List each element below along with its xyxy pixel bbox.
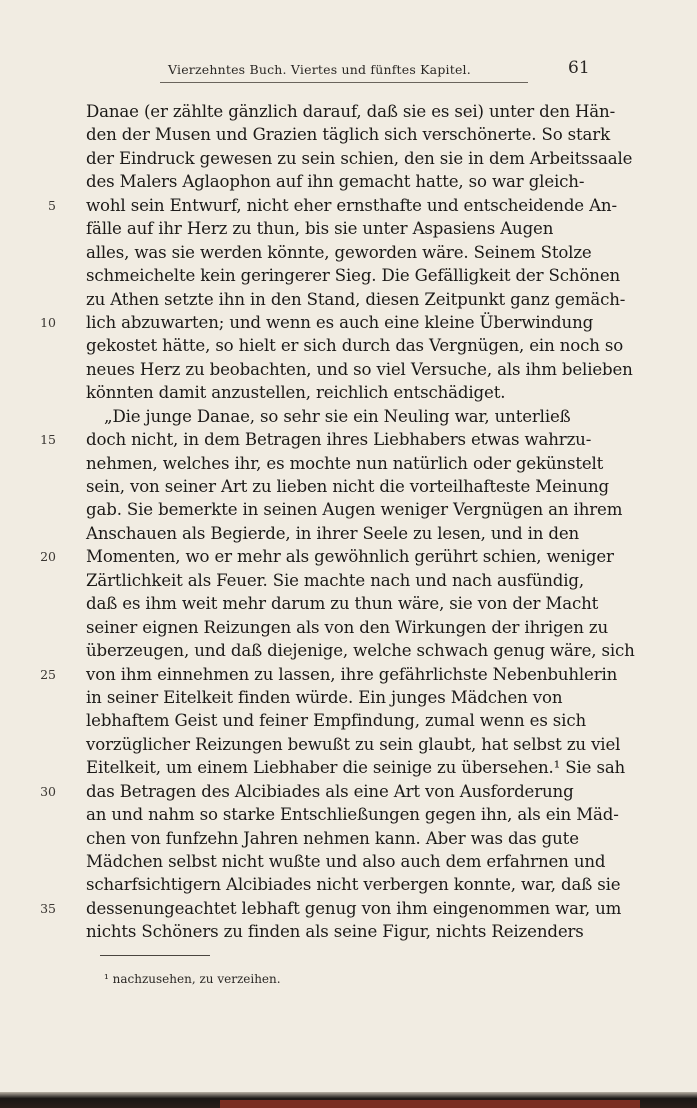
footnote-rule [100, 955, 210, 956]
line-text: „Die junge Danae, so sehr sie ein Neuling war, unterließ [104, 406, 571, 426]
text-line [62, 522, 622, 545]
line-text: der Eindruck gewesen zu sein schien, den sie in dem Arbeitssaale [86, 148, 633, 168]
text-line [40, 311, 622, 334]
text-line [62, 288, 626, 311]
line-number: 20 [40, 549, 56, 565]
text-line [62, 241, 622, 264]
line-text: den der Musen und Grazien täglich sich verschönerte. So stark [86, 125, 610, 145]
text-line [62, 616, 622, 639]
line-text: alles, was sie werden könnte, geworden wäre. Seinem Stolze [86, 242, 592, 262]
line-text: gab. Sie bemerkte in seinen Augen weniger Vergnügen an ihrem [86, 500, 623, 520]
line-text: nehmen, welches ihr, es mochte nun natürlich oder gekünstelt [86, 453, 604, 473]
text-line [62, 405, 622, 428]
text-line [62, 264, 622, 287]
text-line [40, 663, 622, 686]
line-number: 30 [40, 783, 56, 799]
text-line [62, 498, 622, 521]
page-header [0, 58, 697, 84]
line-text: Danae (er zählte gänzlich darauf, daß sie es sei) unter den Hän- [86, 102, 616, 121]
text-line [40, 780, 622, 803]
line-text: Anschauen als Begierde, in ihrer Seele zu lesen, und in den [86, 523, 580, 543]
text-line [62, 475, 622, 498]
text-line [40, 428, 622, 451]
text-line [62, 381, 622, 404]
book-cover-edge [220, 1100, 640, 1108]
line-text: vorzüglicher Reizungen bewußt zu sein glaubt, hat selbst zu viel [86, 734, 621, 754]
line-text: an und nahm so starke Entschließungen gegen ihn, als ein Mäd- [86, 805, 619, 825]
text-line [62, 639, 635, 662]
line-text: Zärtlichkeit als Feuer. Sie machte nach und nach ausfündig, [86, 570, 584, 590]
line-number: 35 [40, 900, 56, 916]
text-line [62, 170, 622, 193]
text-line [62, 686, 622, 709]
line-text: Eitelkeit, um einem Liebhaber die seinige zu übersehen.¹ Sie sah [86, 758, 626, 778]
line-number: 10 [40, 314, 56, 330]
line-text: doch nicht, in dem Betragen ihres Liebhabers etwas wahrzu- [86, 430, 592, 450]
line-text: daß es ihm weit mehr darum zu thun wäre, sie von der Macht [86, 594, 599, 614]
text-line [62, 217, 622, 240]
text-line [40, 897, 622, 920]
line-text: dessenungeachtet lebhaft genug von ihm eingenommen war, um [86, 898, 622, 918]
line-text: lich abzuwarten; und wenn es auch eine kleine Überwindung [86, 312, 594, 332]
line-text: von ihm einnehmen zu lassen, ihre gefährlichste Nebenbuhlerin [86, 664, 618, 684]
line-number: 5 [48, 197, 56, 213]
footnote: ¹ nachzusehen, zu verzeihen. [104, 972, 281, 986]
text-line [62, 100, 622, 123]
line-text: zu Athen setzte ihn in den Stand, diesen Zeitpunkt ganz gemäch- [86, 289, 626, 309]
text-line [62, 358, 633, 381]
line-number: 25 [40, 666, 56, 682]
text-line [48, 194, 622, 217]
line-number: 15 [40, 432, 56, 448]
text-line [62, 334, 622, 357]
text-line [62, 873, 622, 896]
line-text: sein, von seiner Art zu lieben nicht die vorteilhafteste Meinung [86, 477, 609, 496]
text-line [62, 452, 622, 475]
line-text: lebhaftem Geist und feiner Empfindung, zumal wenn es sich [86, 711, 587, 731]
page-number: 61 [568, 58, 590, 78]
line-text: könnten damit anzustellen, reichlich entschädiget. [86, 383, 506, 403]
line-text: scharfsichtigern Alcibiades nicht verbergen konnte, war, daß sie [86, 875, 621, 895]
line-text: überzeugen, und daß diejenige, welche schwach genug wäre, sich [86, 641, 635, 661]
line-text: chen von funfzehn Jahren nehmen kann. Aber was das gute [86, 828, 579, 848]
text-line [62, 756, 626, 779]
line-text: nichts Schöners zu finden als seine Figur, nichts Reizenders [86, 922, 584, 942]
line-text: Momenten, wo er mehr als gewöhnlich gerührt schien, weniger [86, 547, 614, 567]
text-line [62, 123, 622, 146]
text-line [62, 827, 622, 850]
line-text: seiner eignen Reizungen als von den Wirkungen der ihrigen zu [86, 617, 608, 637]
line-text: Mädchen selbst nicht wußte und also auch dem erfahrnen und [86, 852, 606, 871]
text-line [62, 569, 622, 592]
text-line [62, 803, 622, 826]
header-rule [160, 82, 528, 83]
line-text: schmeichelte kein geringerer Sieg. Die Gefälligkeit der Schönen [86, 266, 621, 286]
running-head: Vierzehntes Buch. Viertes und fünftes Kapitel. [168, 62, 471, 77]
line-text: in seiner Eitelkeit finden würde. Ein junges Mädchen von [86, 687, 563, 707]
line-text: fälle auf ihr Herz zu thun, bis sie unter Aspasiens Augen [86, 219, 554, 239]
text-line [62, 920, 622, 943]
text-line [62, 592, 622, 615]
body-text [40, 100, 635, 944]
text-line [62, 709, 622, 732]
text-line [62, 147, 633, 170]
text-line [62, 733, 622, 756]
text-line [62, 850, 622, 873]
text-line [40, 545, 622, 568]
line-text: wohl sein Entwurf, nicht eher ernsthafte und entscheidende An- [86, 195, 617, 215]
line-text: des Malers Aglaophon auf ihn gemacht hatte, so war gleich- [86, 172, 585, 192]
line-text: das Betragen des Alcibiades als eine Art von Ausforderung [86, 781, 574, 801]
line-text: neues Herz zu beobachten, und so viel Versuche, als ihm belieben [86, 359, 633, 379]
line-text: gekostet hätte, so hielt er sich durch das Vergnügen, ein noch so [86, 336, 624, 356]
